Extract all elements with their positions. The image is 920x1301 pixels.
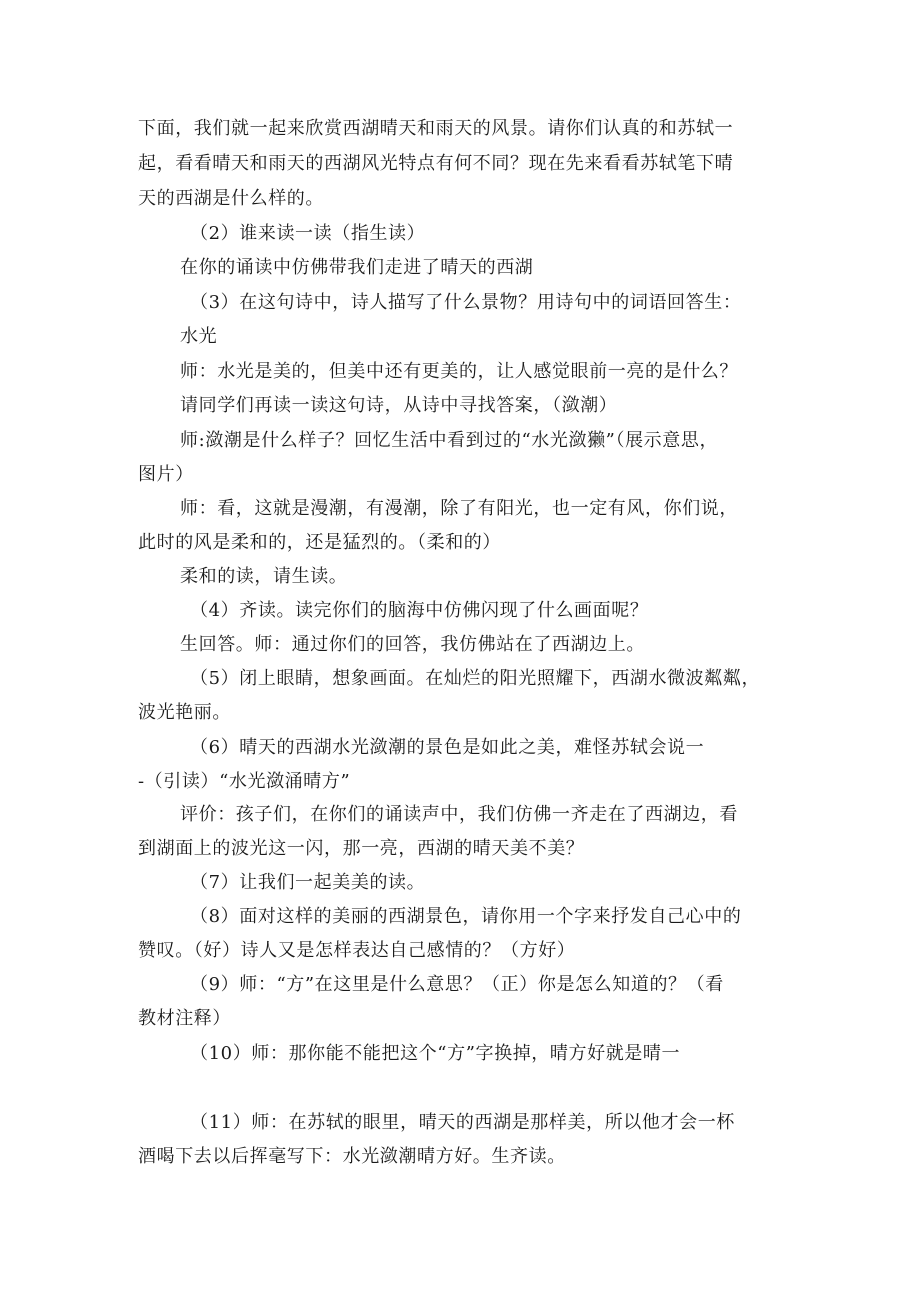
- text-line: 赞叹。（好）诗人又是怎样表达自己感情的？（方好）: [138, 940, 576, 961]
- text-line: 起，看看晴天和雨天的西湖风光特点有何不同？现在先来看看苏轼笔下晴: [138, 153, 734, 174]
- text-line: 图片）: [138, 464, 194, 485]
- text-line: 师：看，这就是漫潮，有漫潮，除了有阳光，也一定有风，你们说，: [180, 498, 738, 519]
- text-line: （7）让我们一起美美的读。: [190, 872, 426, 893]
- text-line: 师:潋潮是什么样子？回忆生活中看到过的“水光潋獭”（展示意思，: [180, 430, 719, 451]
- text-line: 到湖面上的波光这一闪，那一亮，西湖的晴天美不美？: [138, 838, 585, 859]
- text-line: （9）师：“方”在这里是什么意思？（正）你是怎么知道的？（看: [190, 974, 724, 995]
- text-line: 请同学们再读一读这句诗，从诗中寻找答案，（潋潮）: [180, 395, 618, 416]
- text-line: 在你的诵读中仿佛带我们走进了晴天的西湖: [180, 257, 534, 278]
- text-line: （2）谁来读一读（指生读）: [190, 223, 426, 244]
- text-line: 天的西湖是什么样的。: [138, 188, 324, 209]
- text-line: 水光: [180, 326, 218, 347]
- text-line: （10）师：那你能不能把这个“方”字换掉，晴方好就是晴一: [190, 1043, 681, 1064]
- text-line: （5）闭上眼睛，想象画面。在灿烂的阳光照耀下，西湖水微波粼粼，: [190, 668, 761, 689]
- text-line: 评价：孩子们，在你们的诵读声中，我们仿佛一齐走在了西湖边，看: [180, 804, 738, 825]
- text-line: -（引读）“水光潋涌晴方”: [138, 771, 351, 792]
- text-line: （3）在这句诗中，诗人描写了什么景物？用诗句中的词语回答生：: [190, 292, 742, 313]
- text-line: 此时的风是柔和的，还是猛烈的。（柔和的）: [138, 532, 501, 553]
- text-line: 教材注释）: [138, 1008, 231, 1029]
- text-line: 生回答。师：通过你们的回答，我仿佛站在了西湖边上。: [180, 634, 645, 655]
- text-line: （8）面对这样的美丽的西湖景色，请你用一个字来抒发自己心中的: [190, 906, 742, 927]
- text-line: （11）师：在苏轼的眼里，晴天的西湖是那样美，所以他才会一杯: [190, 1112, 735, 1133]
- text-line: 下面，我们就一起来欣赏西湖晴天和雨天的风景。请你们认真的和苏轼一: [138, 118, 734, 139]
- text-line: （6）晴天的西湖水光潋潮的景色是如此之美，难怪苏轼会说一: [190, 737, 705, 758]
- text-line: 师：水光是美的，但美中还有更美的，让人感觉眼前一亮的是什么？: [180, 361, 738, 382]
- text-line: 柔和的读，请生读。: [180, 566, 348, 587]
- text-line: 酒喝下去以后挥毫写下：水光潋潮晴方好。生齐读。: [138, 1146, 566, 1167]
- text-line: 波光艳丽。: [138, 702, 231, 723]
- text-line: （4）齐读。读完你们的脑海中仿佛闪现了什么画面呢？: [190, 600, 649, 621]
